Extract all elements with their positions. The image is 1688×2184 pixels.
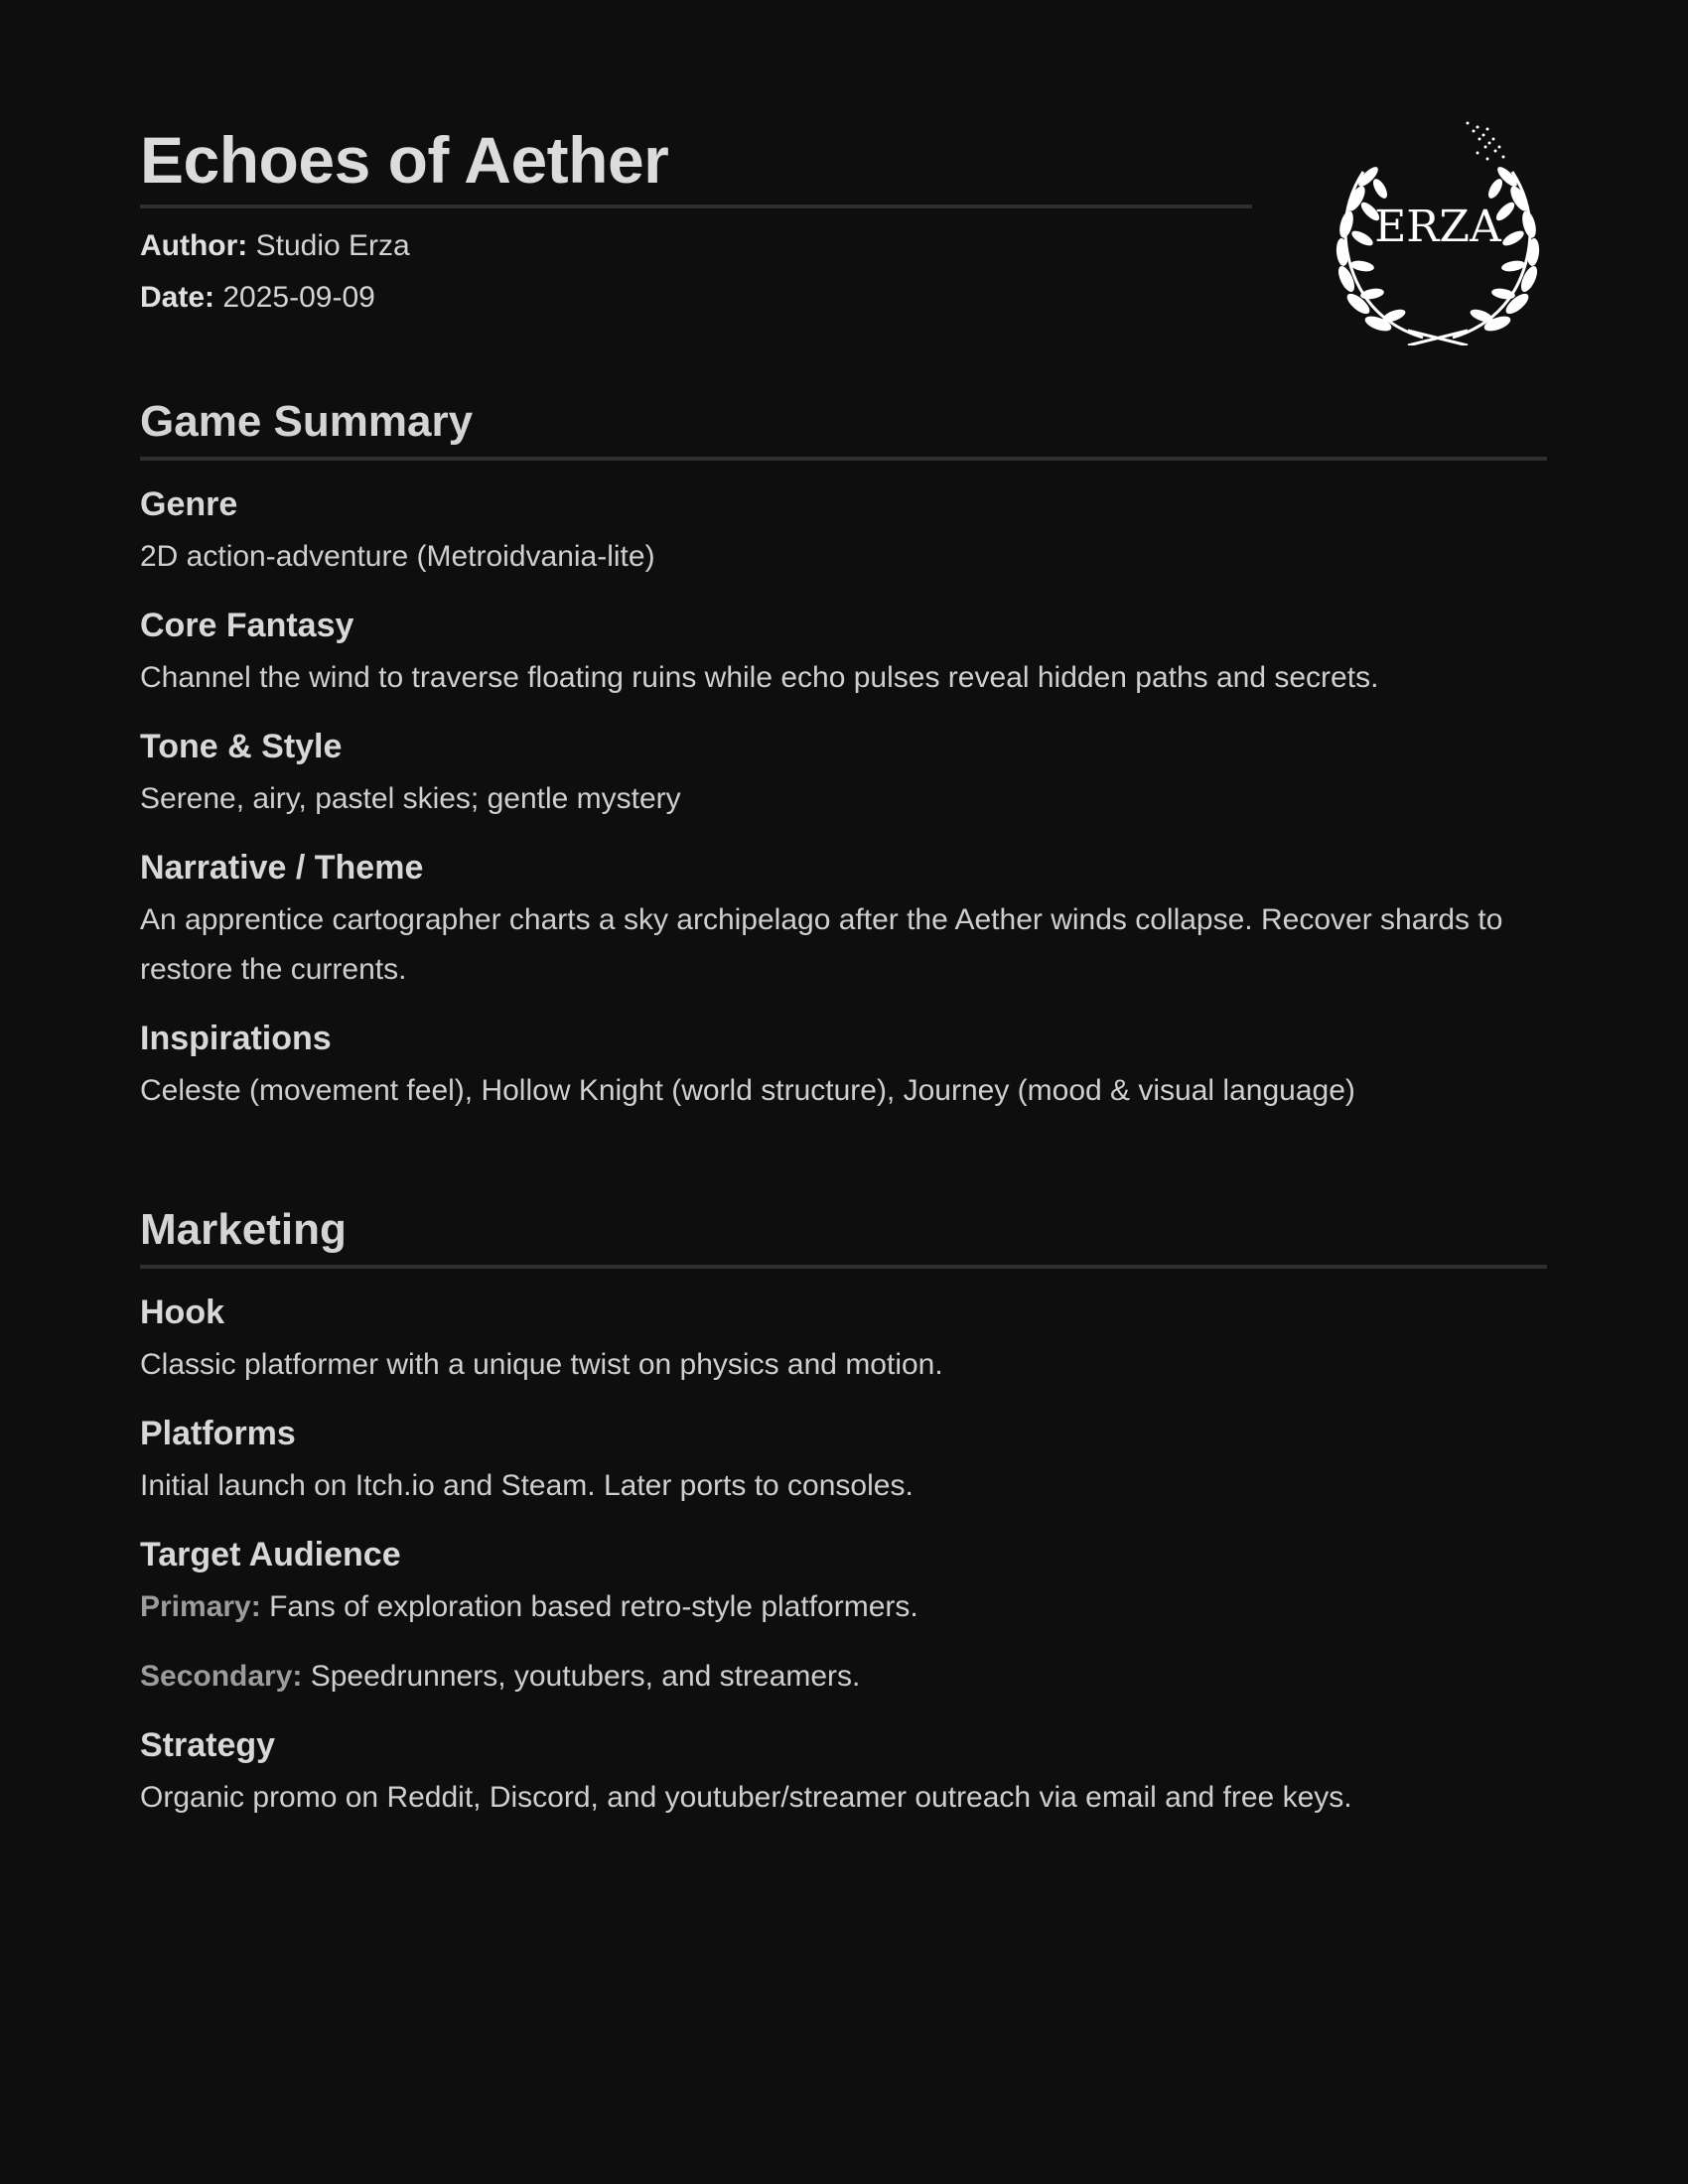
field-label: Genre	[140, 485, 238, 523]
author-label: Author:	[140, 229, 248, 262]
field-text: Channel the wind to traverse floating ruins while echo pulses reveal hidden paths and secrets.	[140, 661, 1379, 694]
field-text: An apprentice cartographer charts a sky archipelago after the Aether winds collapse. Recover shards to restore the currents.	[140, 903, 1503, 986]
document-title: Echoes of Aether	[140, 123, 669, 197]
section-game-summary	[140, 387, 1547, 1116]
section-title-game-summary: Game Summary	[140, 397, 474, 446]
document-page	[140, 119, 1547, 1843]
field-label: Target Audience	[140, 1536, 401, 1573]
logo-text: ERZA	[1374, 202, 1501, 252]
field-label: Narrative / Theme	[140, 849, 424, 887]
section-marketing	[140, 1195, 1547, 1823]
field-genre	[140, 480, 1547, 582]
field-strategy	[140, 1721, 1547, 1823]
field-tone-style	[140, 723, 1547, 824]
field-text: Organic promo on Reddit, Discord, and youtuber/streamer outreach via email and free keys.	[140, 1781, 1352, 1814]
field-text: Serene, airy, pastel skies; gentle mystery	[140, 782, 681, 815]
field-label: Hook	[140, 1294, 224, 1331]
studio-logo-laurel-icon	[1329, 117, 1547, 345]
date-value: 2025-09-09	[222, 281, 375, 314]
audience-secondary-text: Speedrunners, youtubers, and streamers.	[310, 1660, 861, 1693]
field-label: Platforms	[140, 1415, 296, 1452]
audience-primary-label: Primary:	[140, 1590, 261, 1623]
document-header	[140, 119, 1547, 387]
field-platforms	[140, 1410, 1547, 1511]
field-label: Strategy	[140, 1726, 276, 1764]
field-inspirations	[140, 1015, 1547, 1116]
field-hook	[140, 1289, 1547, 1390]
field-text: Initial launch on Itch.io and Steam. Later ports to consoles.	[140, 1469, 914, 1502]
audience-primary-text: Fans of exploration based retro-style platformers.	[269, 1590, 918, 1623]
audience-secondary-label: Secondary:	[140, 1660, 303, 1693]
field-narrative-theme	[140, 844, 1547, 995]
field-text: Classic platformer with a unique twist on physics and motion.	[140, 1348, 943, 1381]
field-target-audience	[140, 1531, 1547, 1702]
field-label: Inspirations	[140, 1020, 332, 1057]
section-divider	[140, 457, 1547, 461]
field-label: Tone & Style	[140, 728, 343, 765]
section-title-marketing: Marketing	[140, 1205, 347, 1254]
field-text: 2D action-adventure (Metroidvania-lite)	[140, 540, 655, 573]
title-divider	[140, 205, 1252, 208]
author-value: Studio Erza	[255, 229, 410, 262]
section-divider	[140, 1265, 1547, 1269]
field-text: Celeste (movement feel), Hollow Knight (world structure), Journey (mood & visual language)	[140, 1074, 1355, 1107]
field-label: Core Fantasy	[140, 607, 354, 644]
date-label: Date:	[140, 281, 215, 314]
audience-primary	[140, 1582, 1547, 1632]
field-core-fantasy	[140, 602, 1547, 703]
audience-secondary	[140, 1652, 1547, 1702]
